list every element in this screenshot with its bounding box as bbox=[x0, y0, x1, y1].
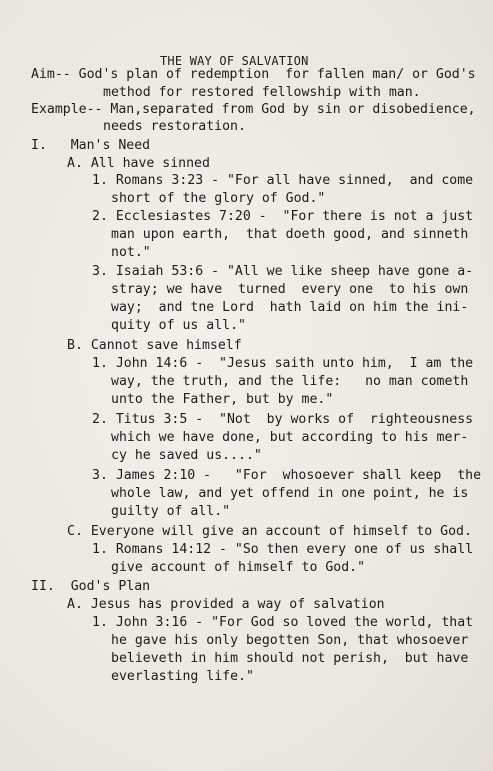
list-item-continuation: short of the glory of God." bbox=[111, 191, 326, 206]
list-item: 3. Isaiah 53:6 - "All we like sheep have gone a- bbox=[92, 264, 474, 279]
subsection-heading: C. Everyone will give an account of himself to God. bbox=[67, 524, 472, 539]
example-line-2: needs restoration. bbox=[103, 119, 246, 134]
list-item-continuation: not." bbox=[111, 245, 151, 260]
example-line-1: Example-- Man,separated from God by sin or disobedience, bbox=[31, 102, 476, 117]
list-item-continuation: give account of himself to God." bbox=[111, 560, 366, 575]
list-item-continuation: believeth in him should not perish, but have bbox=[111, 651, 469, 666]
aim-line-2: method for restored fellowship with man. bbox=[103, 85, 421, 100]
list-item: 1. Romans 3:23 - "For all have sinned, and come bbox=[92, 173, 474, 188]
list-item-continuation: stray; we have turned every one to his own bbox=[111, 282, 469, 297]
aim-line-1: Aim-- God's plan of redemption for fallen man/ or God's bbox=[31, 67, 476, 82]
list-item-continuation: unto the Father, but by me." bbox=[111, 392, 334, 407]
list-item: 1. John 3:16 - "For God so loved the world, that bbox=[92, 615, 474, 630]
list-item-continuation: guilty of all." bbox=[111, 504, 231, 519]
list-item-continuation: quity of us all." bbox=[111, 318, 246, 333]
list-item-continuation: everlasting life." bbox=[111, 669, 254, 684]
list-item: 1. John 14:6 - "Jesus saith unto him, I am the bbox=[92, 356, 474, 371]
list-item-continuation: cy he saved us...." bbox=[111, 448, 262, 463]
list-item: 3. James 2:10 - "For whosoever shall keep the bbox=[92, 468, 482, 483]
subsection-heading: A. All have sinned bbox=[67, 156, 210, 171]
page-title: THE WAY OF SALVATION bbox=[160, 54, 309, 68]
list-item: 2. Titus 3:5 - "Not by works of righteousness bbox=[92, 412, 474, 427]
list-item-continuation: he gave his only begotten Son, that whosoever bbox=[111, 633, 469, 648]
subsection-heading: A. Jesus has provided a way of salvation bbox=[67, 597, 385, 612]
list-item-continuation: which we have done, but according to his mer- bbox=[111, 430, 469, 445]
list-item: 1. Romans 14:12 - "So then every one of us shall bbox=[92, 542, 474, 557]
section-heading: I. Man's Need bbox=[31, 138, 151, 153]
section-heading: II. God's Plan bbox=[31, 579, 151, 594]
list-item-continuation: way, the truth, and the life: no man cometh bbox=[111, 374, 469, 389]
list-item-continuation: man upon earth, that doeth good, and sinneth bbox=[111, 227, 469, 242]
list-item: 2. Ecclesiastes 7:20 - "For there is not a just bbox=[92, 209, 474, 224]
subsection-heading: B. Cannot save himself bbox=[67, 338, 242, 353]
list-item-continuation: whole law, and yet offend in one point, he is bbox=[111, 486, 469, 501]
list-item-continuation: way; and tne Lord hath laid on him the ini- bbox=[111, 300, 469, 315]
